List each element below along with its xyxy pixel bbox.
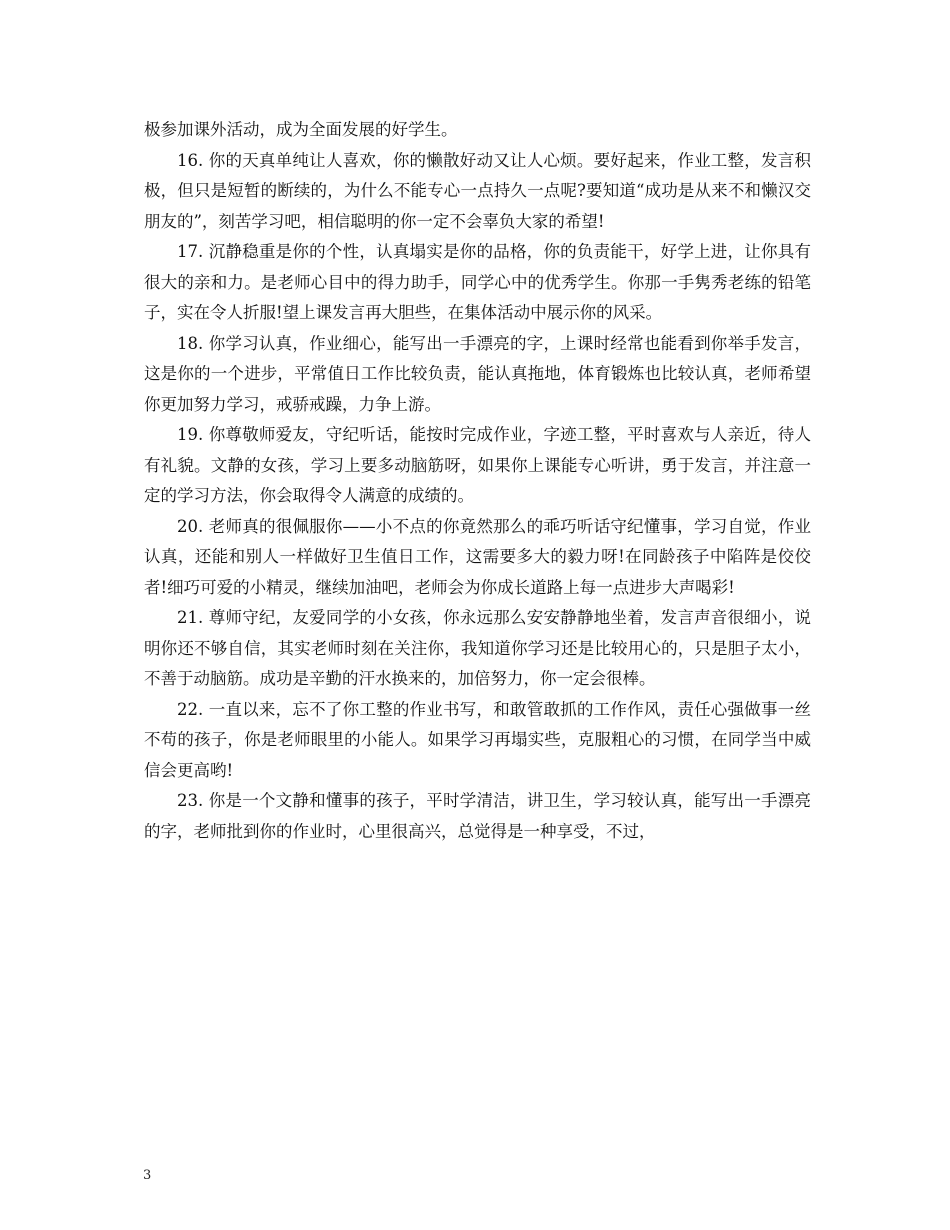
- paragraph-17: 17. 沉静稳重是你的个性，认真塌实是你的品格，你的负责能干，好学上进，让你具有很大的亲和力。是老师心目中的得力助手，同学心中的优秀学生。你那一手隽秀老练的铅笔子，实在令人折服!望上课发言再大胆些，在集体活动中展示你的风采。: [144, 242, 811, 322]
- paragraph-20: 20. 老师真的很佩服你——小不点的你竟然那么的乖巧听话守纪懂事，学习自觉，作业认真，还能和别人一样做好卫生值日工作，这需要多大的毅力呀!在同龄孩子中陷阵是佼佼者!细巧可爱的小精灵，继续加油吧，老师会为你成长道路上每一点进步大声喝彩!: [144, 516, 811, 597]
- paragraph-22: 22. 一直以来，忘不了你工整的作业书写，和敢管敢抓的工作作风，责任心强做事一丝不苟的孩子，你是老师眼里的小能人。如果学习再塌实些，克服粗心的习惯，在同学当中威信会更高哟!: [144, 699, 811, 780]
- paragraph-19: 19. 你尊敬师爱友，守纪听话，能按时完成作业，字迹工整，平时喜欢与人亲近，待人有礼貌。文静的女孩，学习上要多动脑筋呀，如果你上课能专心听讲，勇于发言，并注意一定的学习方法，你会取得令人满意的成绩的。: [144, 425, 811, 505]
- page-number: 3: [143, 1168, 152, 1183]
- paragraph-continuation: 极参加课外活动，成为全面发展的好学生。: [144, 120, 458, 139]
- body-text: [144, 115, 811, 847]
- paragraph-18: 18. 你学习认真，作业细心，能写出一手漂亮的字，上课时经常也能看到你举手发言，这是你的一个进步，平常值日工作比较负责，能认真拖地，体育锻炼也比较认真，老师希望你更加努力学习，戒骄戒躁，力争上游。: [144, 333, 811, 414]
- paragraph-16: 16. 你的天真单纯让人喜欢，你的懒散好动又让人心烦。要好起来，作业工整，发言积极，但只是短暂的断续的，为什么不能专心一点持久一点呢?要知道“成功是从来不和懒汉交朋友的”，刻苦学习吧，相信聪明的你一定不会辜负大家的希望!: [144, 150, 811, 231]
- paragraph-21: 21. 尊师守纪，友爱同学的小女孩，你永远那么安安静静地坐着，发言声音很细小，说明你还不够自信，其实老师时刻在关注你，我知道你学习还是比较用心的，只是胆子太小，不善于动脑筋。成功是辛勤的汗水换来的，加倍努力，你一定会很棒。: [144, 608, 811, 688]
- paragraph-23: 23. 你是一个文静和懂事的孩子，平时学清洁，讲卫生，学习较认真，能写出一手漂亮的字，老师批到你的作业时，心里很高兴，总觉得是一种享受，不过，: [144, 791, 811, 841]
